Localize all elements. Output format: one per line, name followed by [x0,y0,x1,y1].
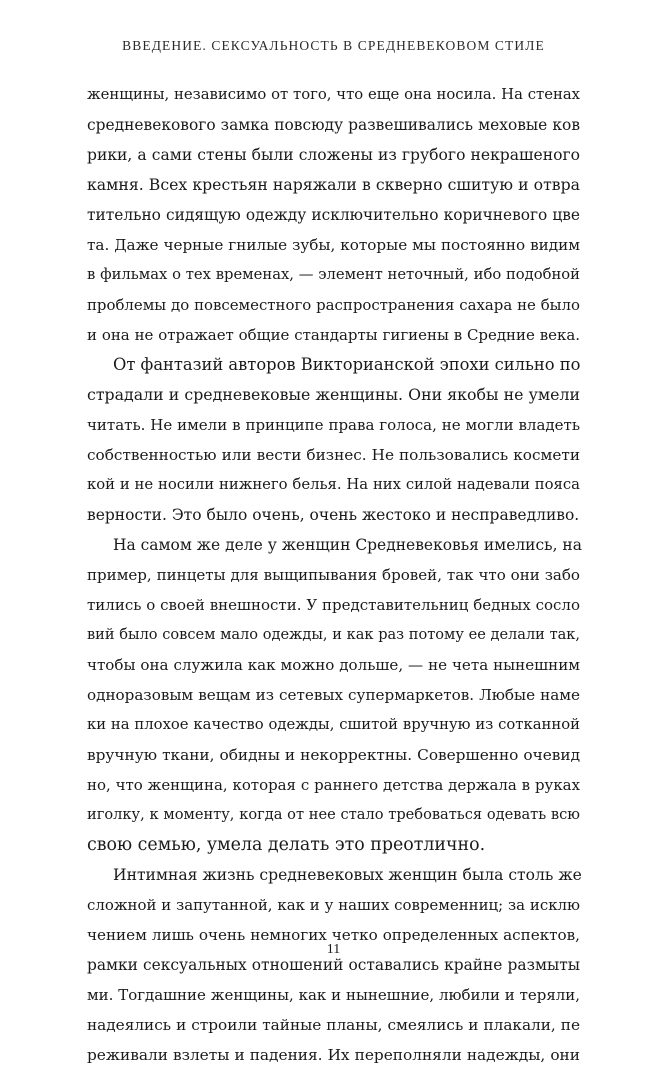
text-line: камня. Всех крестьян наряжали в скверно сшитую и отвра [87,175,580,194]
text-line: проблемы до повсеместного распространения сахара не было [87,296,580,314]
paragraph-2 [87,350,580,530]
text-line: свою семью, умела делать это преотлично. [87,835,486,855]
text-line: и она не отражает общие стандарты гигиены в Средние века. [87,326,580,344]
body-text [87,80,580,1070]
text-line: иголку, к моменту, когда от нее стало требоваться одевать всю [87,806,580,823]
text-line: ки на плохое качество одежды, сшитой вручную из сотканной [87,716,580,733]
text-line: одноразовым вещам из сетевых супермаркетов. Любые наме [87,686,580,704]
text-line: средневекового замка повсюду развешивались меховые ков [87,116,580,134]
paragraph-1 [87,80,580,350]
text-line: От фантазий авторов Викторианской эпохи сильно по [113,355,581,374]
text-line: тились о своей внешности. У представительниц бедных сосло [87,596,580,614]
text-line: читать. Не имели в принципе права голоса, не могли владеть [87,416,580,434]
text-line: страдали и средневековые женщины. Они якобы не умели [87,385,580,404]
text-line: собственностью или вести бизнес. Не пользовались космети [87,446,580,464]
text-line: На самом же деле у женщин Средневековья имелись, на [113,536,582,554]
text-line: тительно сидящую одежду исключительно коричневого цве [87,206,580,224]
text-line: вручную ткани, обидны и некорректны. Совершенно очевид [87,746,580,764]
paragraph-3 [87,530,580,860]
text-line: ми. Тогдашние женщины, как и нынешние, любили и теряли, [87,986,580,1004]
paragraph-4 [87,860,580,1070]
text-line: женщины, независимо от того, что еще она носила. На стенах [87,86,580,103]
text-line: пример, пинцеты для выщипывания бровей, так что они забо [87,566,580,584]
text-line: сложной и запутанной, как и у наших современниц; за исклю [87,896,580,914]
text-line: надеялись и строили тайные планы, смеялись и плакали, пе [87,1016,580,1034]
text-line: вий было совсем мало одежды, и как раз потому ее делали так, [87,627,580,643]
text-line: рамки сексуальных отношений оставались крайне размыты [87,956,580,974]
text-line: в фильмах о тех временах, — элемент неточный, ибо подобной [87,266,580,283]
text-line: кой и не носили нижнего белья. На них силой надевали пояса [87,476,580,493]
text-line: рики, а сами стены были сложены из грубого некрашеного [87,146,580,164]
running-header: ВВЕДЕНИЕ. СЕКСУАЛЬНОСТЬ В СРЕДНЕВЕКОВОМ СТИЛЕ [122,38,545,53]
text-line: реживали взлеты и падения. Их переполняли надежды, они [87,1046,580,1064]
text-line: верности. Это было очень, очень жестоко и несправедливо. [87,506,580,524]
text-line: та. Даже черные гнилые зубы, которые мы постоянно видим [87,236,580,254]
text-line: но, что женщина, которая с раннего детства держала в руках [87,776,580,794]
text-line: чтобы она служила как можно дольше, — не чета нынешним [87,656,580,674]
text-line: Интимная жизнь средневековых женщин была столь же [113,866,582,884]
page-number: 11 [326,942,341,957]
text-line: чением лишь очень немногих четко определенных аспектов, [87,926,580,944]
